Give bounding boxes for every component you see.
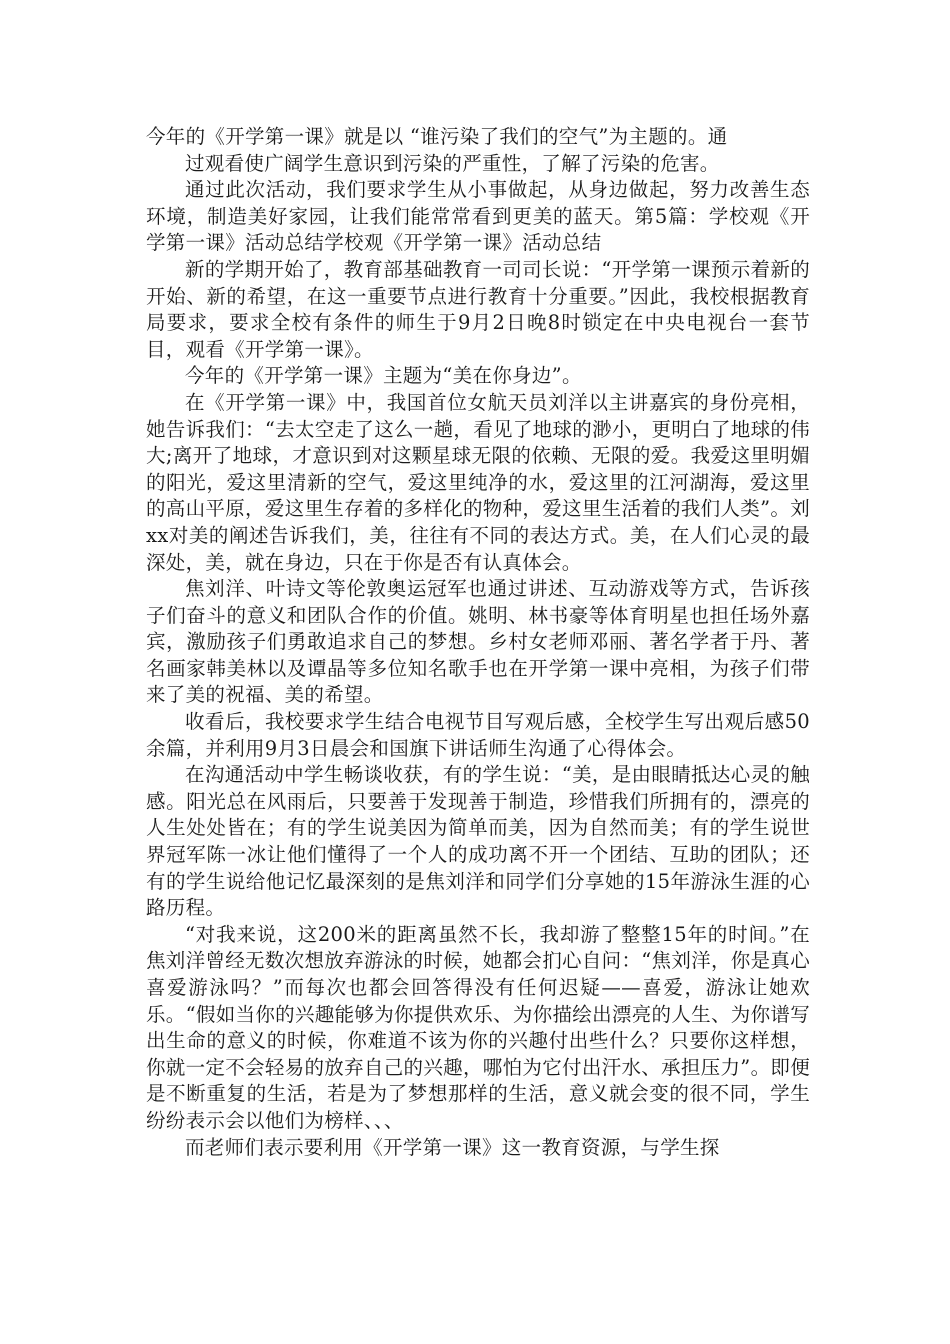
paragraph-6: 在《开学第一课》中，我国首位女航天员刘洋以主讲嘉宾的身份亮相，她告诉我们：“去太空走了这么一趟，看见了地球的渺小，更明白了地球的伟大;离开了地球，才意识到对这颗星球无限的依赖、无限的爱。我爱这里明媚的阳光，爱这里清新的空气，爱这里纯净的水，爱这里的江河湖海，爱这里的高山平原，爱这里生存着的多样化的物种，爱这里生活着的我们人类”。刘xx对美的阐述告诉我们，美，往往有不同的表达方式。美，在人们心灵的最深处，美，就在身边，只在于你是否有认真体会。 xyxy=(146,390,810,574)
paragraph-4: 新的学期开始了，教育部基础教育一司司长说：“开学第一课预示着新的开始、新的希望，在这一重要节点进行教育十分重要。”因此，我校根据教育局要求，要求全校有条件的师生于9月2日晚8时锁定在中央电视台一套节目，观看《开学第一课》。 xyxy=(146,257,810,361)
document-body xyxy=(146,124,810,1161)
paragraph-7: 焦刘洋、叶诗文等伦敦奥运冠军也通过讲述、互动游戏等方式，告诉孩子们奋斗的意义和团队合作的价值。姚明、林书豪等体育明星也担任场外嘉宾，激励孩子们勇敢追求自己的梦想。乡村女老师邓丽、著名学者于丹、著名画家韩美林以及谭晶等多位知名歌手也在开学第一课中亮相，为孩子们带来了美的祝福、美的希望。 xyxy=(146,577,810,707)
paragraph-5: 今年的《开学第一课》主题为“美在你身边”。 xyxy=(185,364,582,388)
paragraph-2: 过观看使广阔学生意识到污染的严重性，了解了污染的危害。 xyxy=(185,151,720,175)
paragraph-8: 收看后，我校要求学生结合电视节目写观后感，全校学生写出观后感50余篇，并利用9月3日晨会和国旗下讲话师生沟通了心得体会。 xyxy=(146,710,810,760)
paragraph-9: 在沟通活动中学生畅谈收获，有的学生说：“美，是由眼睛抵达心灵的触感。阳光总在风雨后，只要善于发现善于制造，珍惜我们所拥有的，漂亮的人生处处皆在；有的学生说美因为简单而美，因为自然而美；有的学生说世界冠军陈一冰让他们懂得了一个人的成功离不开一个团结、互助的团队；还有的学生说给他记忆最深刻的是焦刘洋和同学们分享她的15年游泳生涯的心路历程。 xyxy=(146,763,810,920)
paragraph-3: 通过此次活动，我们要求学生从小事做起，从身边做起，努力改善生态环境，制造美好家园，让我们能常常看到更美的蓝天。第5篇：学校观《开学第一课》活动总结学校观《开学第一课》活动总结 xyxy=(146,178,810,255)
paragraph-1: 今年的《开学第一课》就是以 “谁污染了我们的空气”为主题的。通 xyxy=(146,125,728,148)
paragraph-10: “对我来说，这200米的距离虽然不长，我却游了整整15年的时间。”在焦刘洋曾经无数次想放弃游泳的时候，她都会扪心自问：“焦刘洋，你是真心喜爱游泳吗？”而每次也都会回答得没有任何迟疑——喜爱，游泳让她欢乐。“假如当你的兴趣能够为你提供欢乐、为你描绘出漂亮的人生、为你谱写出生命的意义的时候，你难道不该为你的兴趣付出些什么？只要你这样想，你就一定不会轻易的放弃自己的兴趣，哪怕为它付出汗水、承担压力”。即便是不断重复的生活，若是为了梦想那样的生活，意义就会变的很不同，学生纷纷表示会以他们为榜样、、、 xyxy=(146,922,810,1132)
paragraph-11: 而老师们表示要利用《开学第一课》这一教育资源，与学生探 xyxy=(185,1135,720,1159)
